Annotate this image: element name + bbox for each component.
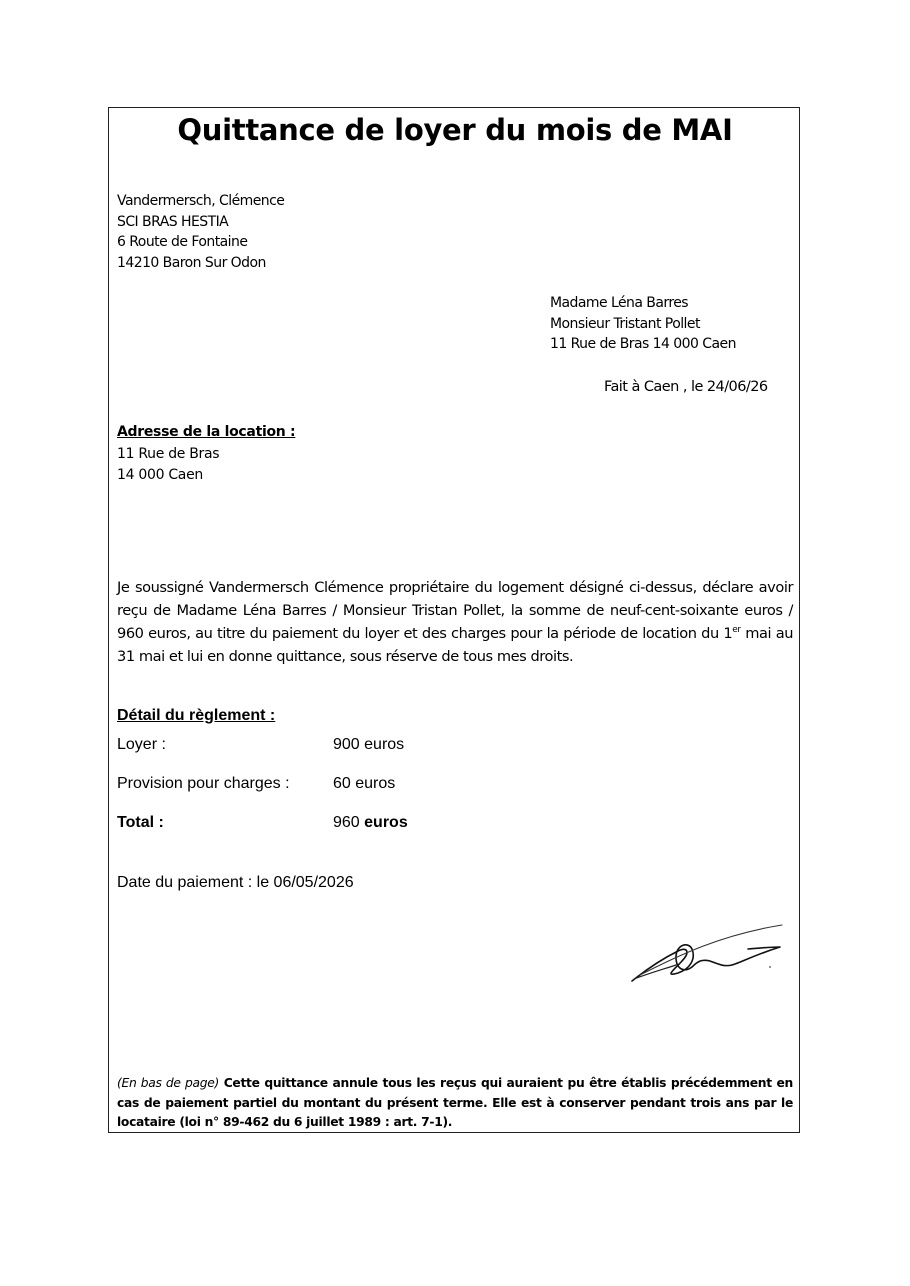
footer-notice: [117, 1074, 793, 1133]
location-block: [117, 422, 295, 487]
payment-heading: Détail du règlement :: [117, 707, 276, 724]
tenant-line-2: Monsieur Tristant Pollet: [550, 315, 700, 332]
charges-value: 60 euros: [333, 775, 396, 792]
location-street: 11 Rue de Bras: [117, 445, 220, 462]
landlord-name: Vandermersch, Clémence: [117, 193, 285, 209]
location-city: 14 000 Caen: [117, 467, 203, 483]
landlord-block: [117, 191, 284, 273]
receipt-statement: [117, 576, 793, 668]
location-heading: Adresse de la location :: [117, 424, 296, 440]
total-value: [333, 814, 408, 832]
tenant-block: [550, 293, 736, 355]
statement-part-1: Je soussigné Vandermersch Clémence propriétaire du logement désigné ci-dessus, déclare avoir reçu de Madame Léna Barres / Monsieur Tristan Pollet, la somme de neuf-cent-soixante euros / 960 euros, au titre du paiement du loyer et des charges pour la période de location du 1: [117, 579, 793, 642]
document-title: Quittance de loyer du mois de MAI: [177, 113, 733, 147]
footer-text: Cette quittance annule tous les reçus qui auraient pu être établis précédemment en cas de paiement partiel du montant du présent terme. Elle est à conserver pendant trois ans par le locataire (loi n° 89-462 du 6 juillet 1989 : art. 7-1).: [117, 1076, 793, 1129]
total-label: Total :: [117, 814, 164, 831]
rent-value: 900 euros: [333, 736, 405, 753]
statement-part-2: mai au 31 mai et lui en donne quittance, sous réserve de tous mes droits.: [117, 625, 793, 665]
landlord-city: 14210 Baron Sur Odon: [117, 254, 266, 271]
footer-note: (En bas de page): [117, 1076, 220, 1090]
payment-date: Date du paiement : le 06/05/2026: [117, 874, 354, 891]
signature: [620, 915, 800, 995]
total-number: 960: [333, 814, 360, 831]
landlord-company: SCI BRAS HESTIA: [117, 213, 229, 230]
landlord-street: 6 Route de Fontaine: [117, 234, 248, 250]
place-date: Fait à Caen , le 24/06/26: [604, 379, 768, 395]
tenant-line-3: 11 Rue de Bras 14 000 Caen: [550, 336, 736, 352]
charges-label: Provision pour charges :: [117, 775, 290, 792]
total-unit: euros: [364, 814, 408, 831]
tenant-line-1: Madame Léna Barres: [550, 295, 689, 311]
statement-superscript: er: [732, 625, 741, 636]
rent-label: Loyer :: [117, 736, 166, 753]
